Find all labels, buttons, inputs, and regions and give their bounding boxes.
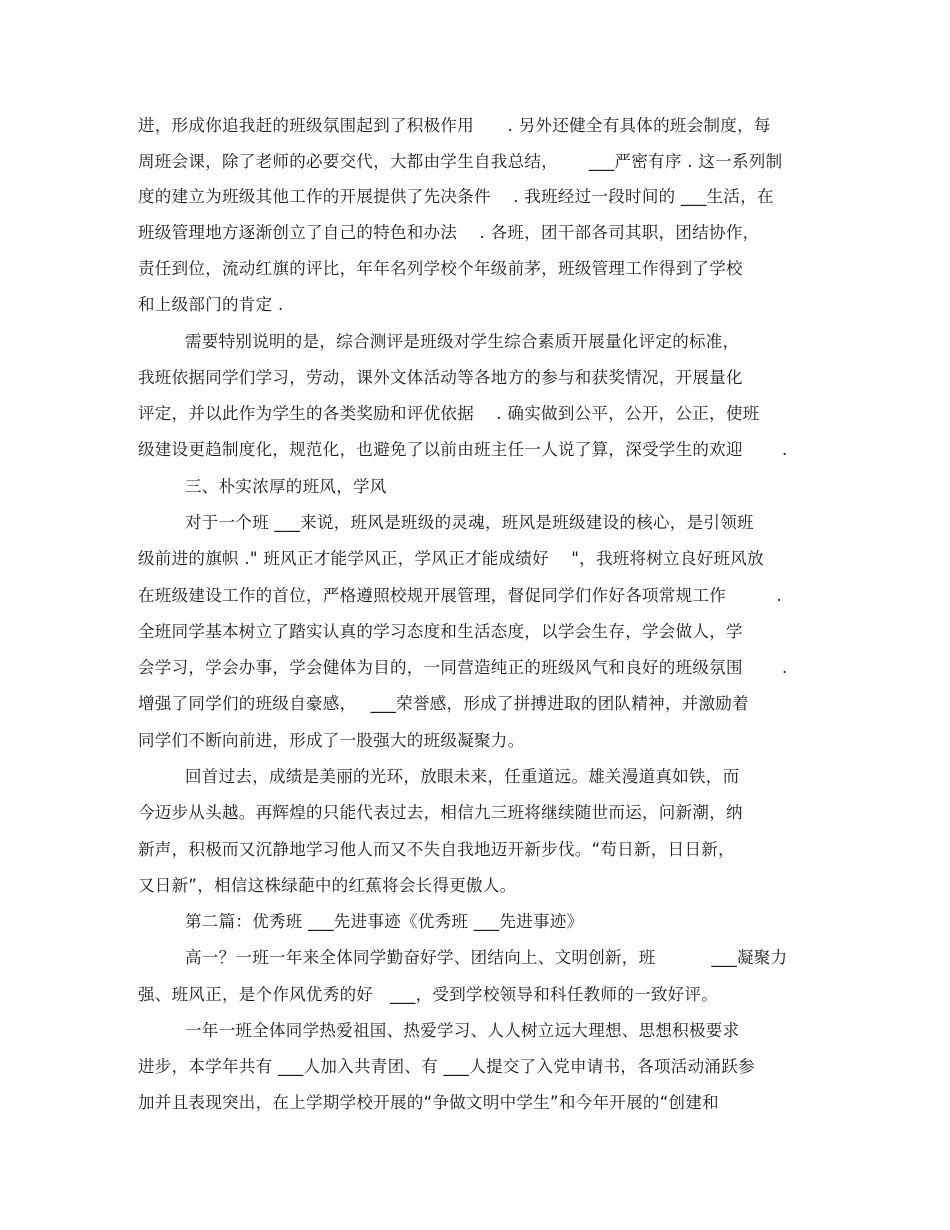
text-line: 今迈步从头越。再辉煌的只能代表过去，相信九三班将继续随世而运，问新潮，纳	[138, 803, 743, 822]
chapter-heading: 第二篇：优秀班 ___先进事迹《优秀班 ___先进事迹》	[185, 912, 584, 931]
text-line: 评定，并以此作为学生的各类奖励和评优依据 . 确实做到公平，公开，公正，使班	[138, 404, 760, 423]
text-line: 在班级建设工作的首位，严格遵照校规开展管理，督促同学们作好各项常规工作 .	[138, 586, 782, 605]
paragraph-first-line: 回首过去，成绩是美丽的光环，放眼未来，任重道远。雄关漫道真如铁，而	[185, 767, 740, 786]
paragraph-first-line: 需要特别说明的是，综合测评是班级对学生综合素质开展量化评定的标准，	[185, 332, 740, 351]
text-line: 加并且表现突出，在上学期学校开展的“争做文明中学生”和今年开展的“创建和	[138, 1093, 719, 1112]
text-line: 会学习，学会办事，学会健体为目的，一同营造纯正的班级风气和良好的班级氛围 .	[138, 658, 788, 677]
text-line: 度的建立为班级其他工作的开展提供了先决条件 . 我班经过一段时间的 ___生活，在	[138, 187, 774, 206]
text-line: 又日新”，相信这株绿葩中的红蕉将会长得更傲人。	[138, 876, 517, 895]
text-line: 全班同学基本树立了踏实认真的学习态度和生活态度，以学会生存，学会做人，学	[138, 622, 743, 641]
paragraph-first-line: 对于一个班 ___来说，班风是班级的灵魂，班风是班级建设的核心，是引领班	[185, 513, 754, 532]
text-line: 责任到位，流动红旗的评比，年年名列学校个年级前茅，班级管理工作得到了学校	[138, 259, 743, 278]
section-heading: 三、朴实浓厚的班风，学风	[185, 477, 387, 496]
text-line: 进，形成你追我赶的班级氛围起到了积极作用 . 另外还健全有具体的班会制度，每	[138, 116, 771, 135]
text-line: 我班依据同学们学习，劳动，课外文体活动等各地方的参与和获奖情况，开展量化	[138, 368, 743, 387]
text-line: 和上级部门的肯定 .	[138, 295, 284, 314]
paragraph-first-line: 一年一班全体同学热爱祖国、热爱学习、人人树立远大理想、思想积极要求	[185, 1021, 740, 1040]
text-line: 级前进的旗帜 ." 班风正才能学风正，学风正才能成绩好 "，我班将树立良好班风放	[138, 549, 764, 568]
text-line: 强、班风正，是个作风优秀的好 ___，受到学校领导和科任教师的一致好评。	[138, 985, 719, 1004]
text-line: 进步，本学年共有 ___人加入共青团、有 ___人提交了入党申请书，各项活动涌跃参	[138, 1057, 755, 1076]
text-line: 级建设更趋制度化，规范化，也避免了以前由班主任一人说了算，深受学生的欢迎 .	[138, 440, 788, 459]
text-line: 周班会课，除了老师的必要交代，大都由学生自我总结， ___严密有序 . 这一系列制	[138, 152, 783, 171]
text-line: 新声，积极而又沉静地学习他人而又不失自我地迈开新步伐。“苟日新，日日新，	[138, 840, 735, 859]
text-line: 班级管理地方逐渐创立了自己的特色和办法 . 各班，团干部各司其职，团结协作，	[138, 223, 760, 242]
text-line: 增强了同学们的班级自豪感， ___荣誉感，形成了拼搏进取的团队精神，并激励着	[138, 694, 749, 713]
text-line: 同学们不断向前进，形成了一股强大的班级凝聚力。	[138, 731, 525, 750]
paragraph-first-line: 高一？一班一年来全体同学勤奋好学、团结向上、文明创新，班 ___凝聚力	[185, 948, 788, 967]
